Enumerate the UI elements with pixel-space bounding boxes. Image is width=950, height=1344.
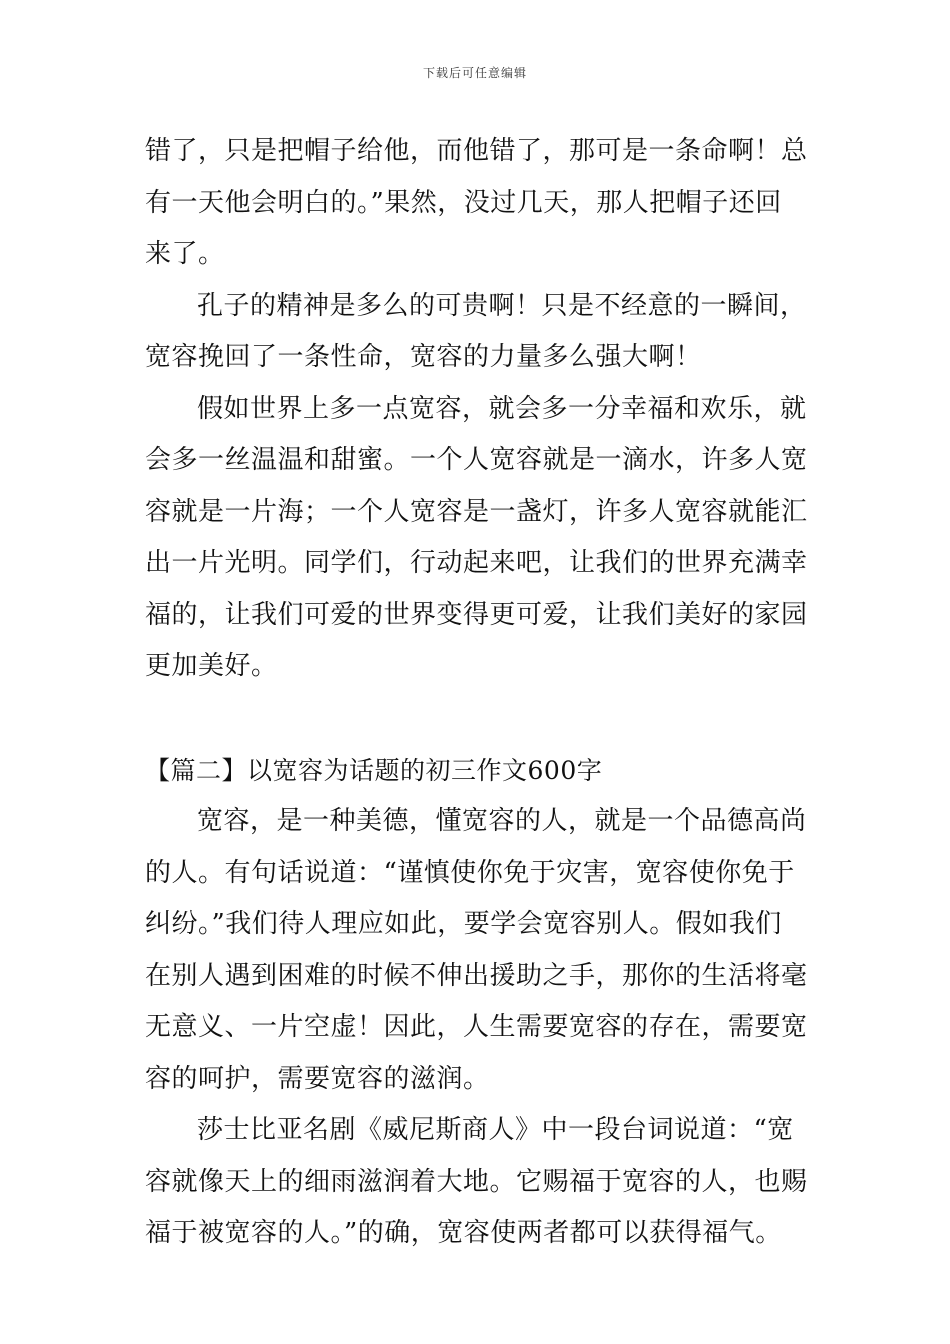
text-line: 福的，让我们可爱的世界变得更可爱，让我们美好的家园 xyxy=(145,599,808,630)
text-line: 福于被宽容的人。”的确，宽容使两者都可以获得福气。 xyxy=(145,1218,782,1248)
text-line: 有一天他会明白的。”果然，没过几天，那人把帽子还回 xyxy=(145,187,782,218)
text-line: 宽容挽回了一条性命，宽容的力量多么强大啊！ xyxy=(145,342,702,372)
text-line: 容就是一片海；一个人宽容是一盏灯，许多人宽容就能汇 xyxy=(145,496,808,527)
paragraph-tolerance-virtue xyxy=(145,796,810,1105)
text-line: 在别人遇到困难的时候不伸出援助之手，那你的生活将毫 xyxy=(145,960,808,991)
article-body xyxy=(145,126,810,1260)
text-line: 会多一丝温温和甜蜜。一个人宽容就是一滴水，许多人宽 xyxy=(145,445,808,475)
text-line: 假如世界上多一点宽容，就会多一分幸福和欢乐，就 xyxy=(197,393,807,424)
text-line: 的人。有句话说道：“谨慎使你免于灾害，宽容使你免于 xyxy=(145,857,795,888)
section-heading: 【篇二】以宽容为话题的初三作文600字 xyxy=(145,755,603,785)
text-line: 孔子的精神是多么的可贵啊！只是不经意的一瞬间， xyxy=(197,290,807,321)
text-line: 莎士比亚名剧《威尼斯商人》中一段台词说道：“宽 xyxy=(197,1115,794,1145)
text-line: 容的呵护，需要宽容的滋润。 xyxy=(145,1063,490,1094)
paragraph-confucius-story-end xyxy=(145,126,810,281)
text-line: 来了。 xyxy=(145,239,225,269)
text-line: 容就像天上的细雨滋润着大地。它赐福于宽容的人，也赐 xyxy=(145,1166,808,1197)
paragraph-confucius-spirit xyxy=(145,281,810,384)
page-header: 下载后可任意编辑 xyxy=(422,66,527,80)
text-line: 纠纷。”我们待人理应如此，要学会宽容别人。假如我们 xyxy=(145,909,782,939)
text-line: 错了，只是把帽子给他，而他错了，那可是一条命啊！总 xyxy=(145,136,808,166)
text-line: 无意义、一片空虚！因此，人生需要宽容的存在，需要宽 xyxy=(145,1012,808,1042)
paragraph-more-tolerance xyxy=(145,384,810,693)
text-line: 宽容，是一种美德，懂宽容的人，就是一个品德高尚 xyxy=(197,806,807,836)
section-spacer xyxy=(145,693,810,745)
paragraph-shakespeare-quote xyxy=(145,1105,810,1260)
text-line: 更加美好。 xyxy=(145,651,278,681)
text-line: 出一片光明。同学们，行动起来吧，让我们的世界充满幸 xyxy=(145,548,808,578)
